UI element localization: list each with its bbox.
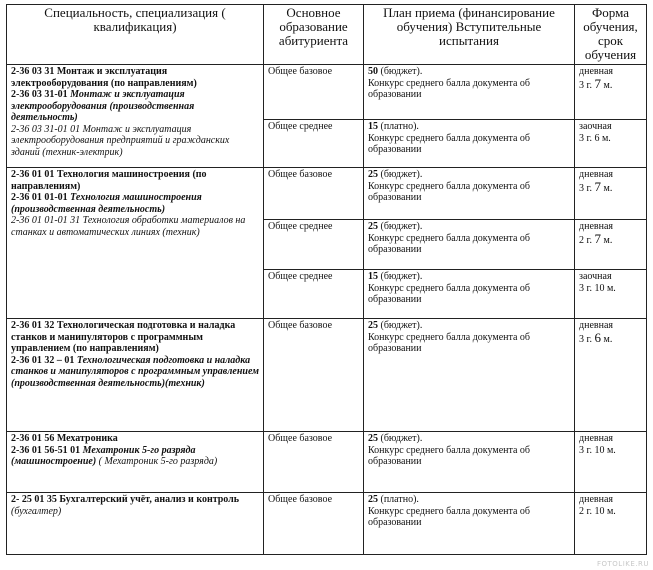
- plan-cell: 25 (бюджет). Конкурс среднего балла документа об образовании: [364, 319, 575, 432]
- table-row: [7, 65, 647, 120]
- education-cell: Общее среднее: [264, 270, 364, 319]
- plan-cell: 25 (бюджет). Конкурс среднего балла документа об образовании: [364, 432, 575, 493]
- specialty-cell: 2-36 03 31 Монтаж и эксплуатация электрооборудования (по направлениям) 2-36 03 31-01 Монтаж и эксплуатация электрооборудования (производственная деятельность) 2-36 03 31-01 01 Монтаж и эксплуатация электрооборудования предприятий и гражданских зданий (техник-электрик): [7, 65, 264, 168]
- form-cell: заочная 3 г. 10 м.: [575, 270, 647, 319]
- education-cell: Общее базовое: [264, 319, 364, 432]
- table-body: [7, 65, 647, 555]
- education-cell: Общее среднее: [264, 220, 364, 270]
- header-form: Форма обучения, срок обучения: [575, 5, 647, 65]
- plan-cell: 15 (бюджет). Конкурс среднего балла документа об образовании: [364, 270, 575, 319]
- form-cell: дневная 3 г. 10 м.: [575, 432, 647, 493]
- education-cell: Общее базовое: [264, 493, 364, 555]
- table-row: [7, 319, 647, 432]
- education-cell: Общее базовое: [264, 65, 364, 120]
- education-cell: Общее базовое: [264, 168, 364, 220]
- education-cell: Общее базовое: [264, 432, 364, 493]
- header-plan: План приема (финансирование обучения) Вступительные испытания: [364, 5, 575, 65]
- plan-cell: 50 (бюджет). Конкурс среднего балла документа об образовании: [364, 65, 575, 120]
- plan-cell: 25 (бюджет). Конкурс среднего балла документа об образовании: [364, 220, 575, 270]
- form-cell: дневная 3 г. 7 м.: [575, 168, 647, 220]
- form-cell: дневная 3 г. 6 м.: [575, 319, 647, 432]
- admission-table: [6, 4, 647, 555]
- plan-cell: 15 (платно). Конкурс среднего балла документа об образовании: [364, 120, 575, 168]
- watermark: FOTOLIKE.RU: [596, 560, 649, 568]
- education-cell: Общее среднее: [264, 120, 364, 168]
- specialty-cell: 2-36 01 32 Технологическая подготовка и наладка станков и манипуляторов с программным управлением (по направлениям) 2-36 01 32 – 01 Технологическая подготовка и наладка станков и манипуляторов с программным управлением (производственная деятельность)(техник): [7, 319, 264, 432]
- table-row: [7, 432, 647, 493]
- table-row: [7, 168, 647, 220]
- header-education: Основное образование абитуриента: [264, 5, 364, 65]
- specialty-cell: 2- 25 01 35 Бухгалтерский учёт, анализ и контроль (бухгалтер): [7, 493, 264, 555]
- form-cell: дневная 2 г. 10 м.: [575, 493, 647, 555]
- form-cell: дневная 2 г. 7 м.: [575, 220, 647, 270]
- form-cell: заочная 3 г. 6 м.: [575, 120, 647, 168]
- header-specialty: Специальность, специализация ( квалификация): [7, 5, 264, 65]
- table-row: [7, 493, 647, 555]
- specialty-cell: 2-36 01 01 Технология машиностроения (по направлениям) 2-36 01 01-01 Технология машиностроения (производственная деятельность) 2-36 01 01-01 31 Технология обработки материалов на станках и автоматических линиях (техник): [7, 168, 264, 319]
- specialty-cell: 2-36 01 56 Мехатроника 2-36 01 56-51 01 Мехатроник 5-го разряда (машиностроение) ( Мехатроник 5-го разряда): [7, 432, 264, 493]
- form-cell: дневная 3 г. 7 м.: [575, 65, 647, 120]
- plan-cell: 25 (платно). Конкурс среднего балла документа об образовании: [364, 493, 575, 555]
- plan-cell: 25 (бюджет). Конкурс среднего балла документа об образовании: [364, 168, 575, 220]
- header-row: [7, 5, 647, 65]
